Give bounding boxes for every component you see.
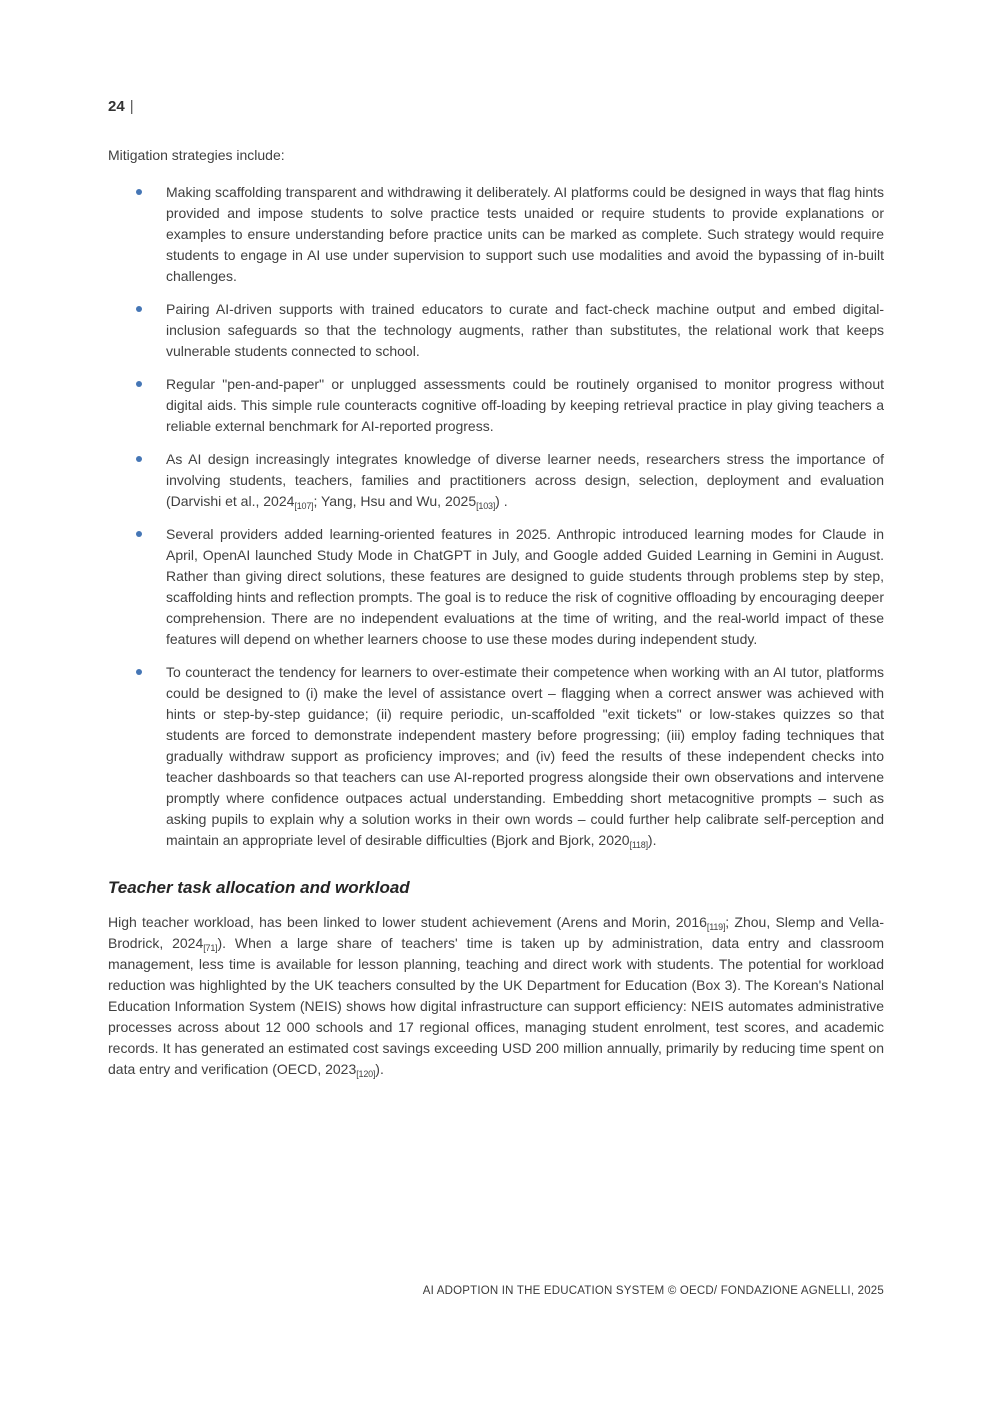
bullet-item — [108, 374, 884, 437]
page-header — [108, 98, 884, 116]
bullet-icon — [136, 306, 142, 312]
page-footer: AI ADOPTION IN THE EDUCATION SYSTEM © OECD/ FONDAZIONE AGNELLI, 2025 — [422, 1285, 884, 1297]
bullet-text: To counteract the tendency for learners to over-estimate their competence when working with an AI tutor, platforms could be designed to (i) make the level of assistance overt – flagging when a correct answer was achieved with hints or step-by-step guidance; (ii) require periodic, un-scaffolded "exit tickets" or low-stakes quizzes so that students are forced to demonstrate independent mastery before progressing; (iii) employ fading techniques that gradually withdraw support as proficiency improves; and (iv) feed the results of these independent checks into teacher dashboards so that teachers can use AI-reported progress alongside their own observations and intervene promptly where confidence outpaces actual understanding. Embedding short metacognitive prompts – such as asking pupils to explain why a solution works in their own words – could further help calibrate self-perception and maintain an appropriate level of desirable difficulties (Bjork and Bjork, $2020_{[118]}$). — [166, 664, 884, 850]
bullet-text: As AI design increasingly integrates knowledge of diverse learner needs, researchers stress the importance of involving students, teachers, families and practitioners across design, selection, deployment and evaluation (Darvishi et al., $2024_{[107]}$; Yang, Hsu and Wu, $2025_{[103]}$) . — [166, 451, 884, 511]
bullet-icon — [136, 669, 142, 675]
bullet-text: Making scaffolding transparent and withdrawing it deliberately. AI platforms could be designed in ways that flag hints provided and impose students to solve practice tests unaided or require students to provide explanations or examples to ensure understanding before practice units can be marked as complete. Such strategy would require students to engage in AI use under supervision to support such use modalities and avoid the bypassing of in-built challenges. — [166, 184, 884, 284]
section-paragraph: High teacher workload, has been linked to lower student achievement (Arens and Morin, $2016_{[119]}$; Zhou, Slemp and Vella-Brodrick, $2024_{[71]}$). When a large share of teachers' time is taken up by administration, data entry and classroom management, less time is available for lesson planning, teaching and direct work with students. The potential for workload reduction was highlighted by the UK teachers consulted by the UK Department for Education (Box 3). The Korean's National Education Information System (NEIS) shows how digital infrastructure can support efficiency: NEIS automates administrative processes across about 12 000 schools and 17 regional offices, managing student enrolment, test scores, and academic records. It has generated an estimated cost savings exceeding USD 200 million annually, primarily by reducing time spent on data entry and verification (OECD, $2023_{[120]}$). — [108, 914, 884, 1079]
page-number-separator: | — [129, 98, 134, 115]
bullet-icon — [136, 381, 142, 387]
page-number: 24 — [108, 98, 125, 115]
bullet-icon — [136, 456, 142, 462]
mitigation-bullet-list — [108, 182, 884, 851]
bullet-icon — [136, 531, 142, 537]
bullet-text: Several providers added learning-oriented features in 2025. Anthropic introduced learning modes for Claude in April, OpenAI launched Study Mode in ChatGPT in July, and Google added Guided Learning in Gemini in August. Rather than giving direct solutions, these features are designed to guide students through problems step by step, scaffolding hints and reflection prompts. The goal is to reduce the risk of cognitive offloading by encouraging deeper comprehension. There are no independent evaluations at the time of writing, and the real-world impact of these features will depend on whether learners choose to use these modes during independent study. — [166, 526, 884, 647]
bullet-item — [108, 182, 884, 287]
bullet-item — [108, 299, 884, 362]
bullet-text: Regular "pen-and-paper" or unplugged assessments could be routinely organised to monitor progress without digital aids. This simple rule counteracts cognitive off-loading by keeping retrieval practice in play giving teachers a reliable external benchmark for AI-reported progress. — [166, 376, 884, 434]
bullet-item — [108, 449, 884, 512]
intro-paragraph: Mitigation strategies include: — [108, 147, 285, 163]
bullet-item — [108, 662, 884, 851]
bullet-text: Pairing AI-driven supports with trained educators to curate and fact-check machine output and embed digital-inclusion safeguards so that the technology augments, rather than substitutes, the relational work that keeps vulnerable students connected to school. — [166, 301, 884, 359]
section-heading: Teacher task allocation and workload — [108, 878, 410, 897]
bullet-item — [108, 524, 884, 650]
bullet-icon — [136, 189, 142, 195]
